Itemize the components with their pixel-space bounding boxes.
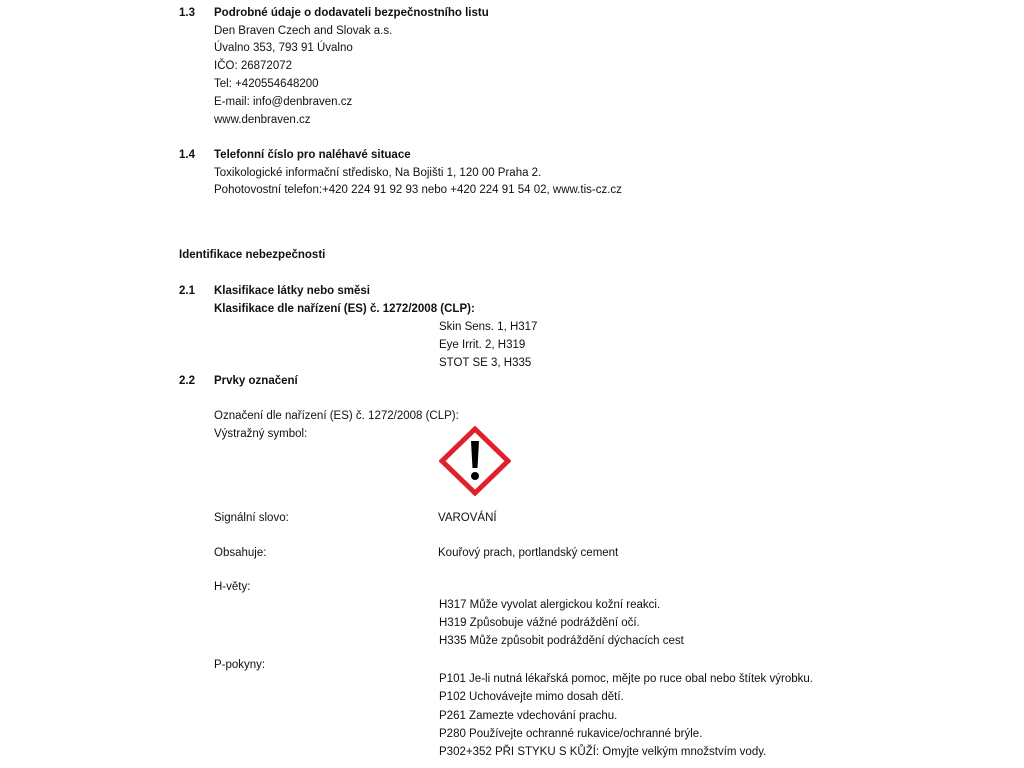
section-title: Telefonní číslo pro naléhavé situace bbox=[214, 149, 411, 161]
p-statement: P101 Je-li nutná lékařská pomoc, mějte po ruce obal nebo štítek výrobku. bbox=[439, 673, 813, 685]
classification-item: Eye Irrit. 2, H319 bbox=[439, 339, 526, 351]
h-statements-label: H-věty: bbox=[214, 581, 251, 593]
section-number: 2.1 bbox=[179, 285, 195, 297]
ghs-exclamation-pictogram-icon bbox=[439, 426, 511, 496]
section-number: 1.3 bbox=[179, 7, 195, 19]
p-statement: P261 Zamezte vdechování prachu. bbox=[439, 710, 618, 722]
h-statement: H319 Způsobuje vážné podráždění očí. bbox=[439, 617, 640, 629]
section-number: 2.2 bbox=[179, 375, 195, 387]
p-statement: P280 Používejte ochranné rukavice/ochranné brýle. bbox=[439, 728, 703, 740]
contains-label: Obsahuje: bbox=[214, 547, 267, 559]
h-statement: H335 Může způsobit podráždění dýchacích cest bbox=[439, 635, 684, 647]
classification-item: Skin Sens. 1, H317 bbox=[439, 321, 538, 333]
signal-word-value: VAROVÁNÍ bbox=[438, 512, 497, 524]
p-statement: P102 Uchovávejte mimo dosah dětí. bbox=[439, 691, 624, 703]
supplier-email: E-mail: info@denbraven.cz bbox=[214, 96, 353, 108]
h-statement: H317 Může vyvolat alergickou kožní reakci. bbox=[439, 599, 661, 611]
section-title: Prvky označení bbox=[214, 375, 298, 387]
labeling-text: Označení dle nařízení (ES) č. 1272/2008 (CLP): bbox=[214, 410, 459, 422]
p-statement: P302+352 PŘI STYKU S KŮŽÍ: Omyjte velkým množstvím vody. bbox=[439, 746, 767, 758]
supplier-name: Den Braven Czech and Slovak a.s. bbox=[214, 25, 393, 37]
emergency-phone: Pohotovostní telefon:+420 224 91 92 93 nebo +420 224 91 54 02, www.tis-cz.cz bbox=[214, 184, 622, 196]
symbol-label: Výstražný symbol: bbox=[214, 428, 308, 440]
emergency-center: Toxikologické informační středisko, Na Bojišti 1, 120 00 Praha 2. bbox=[214, 167, 542, 179]
classification-item: STOT SE 3, H335 bbox=[439, 357, 532, 369]
section-title: Klasifikace látky nebo směsi bbox=[214, 285, 370, 297]
section-number: 1.4 bbox=[179, 149, 195, 161]
supplier-address: Úvalno 353, 793 91 Úvalno bbox=[214, 42, 353, 54]
section-title: Podrobné údaje o dodavateli bezpečnostního listu bbox=[214, 7, 489, 19]
signal-word-label: Signální slovo: bbox=[214, 512, 289, 524]
contains-value: Kouřový prach, portlandský cement bbox=[438, 547, 619, 559]
supplier-web: www.denbraven.cz bbox=[214, 114, 311, 126]
section-subtitle: Klasifikace dle nařízení (ES) č. 1272/2008 (CLP): bbox=[214, 303, 475, 315]
p-statements-label: P-pokyny: bbox=[214, 659, 266, 671]
supplier-tel: Tel: +420554648200 bbox=[214, 78, 319, 90]
supplier-ico: IČO: 26872072 bbox=[214, 60, 293, 72]
section-2-title: Identifikace nebezpečnosti bbox=[179, 249, 326, 261]
